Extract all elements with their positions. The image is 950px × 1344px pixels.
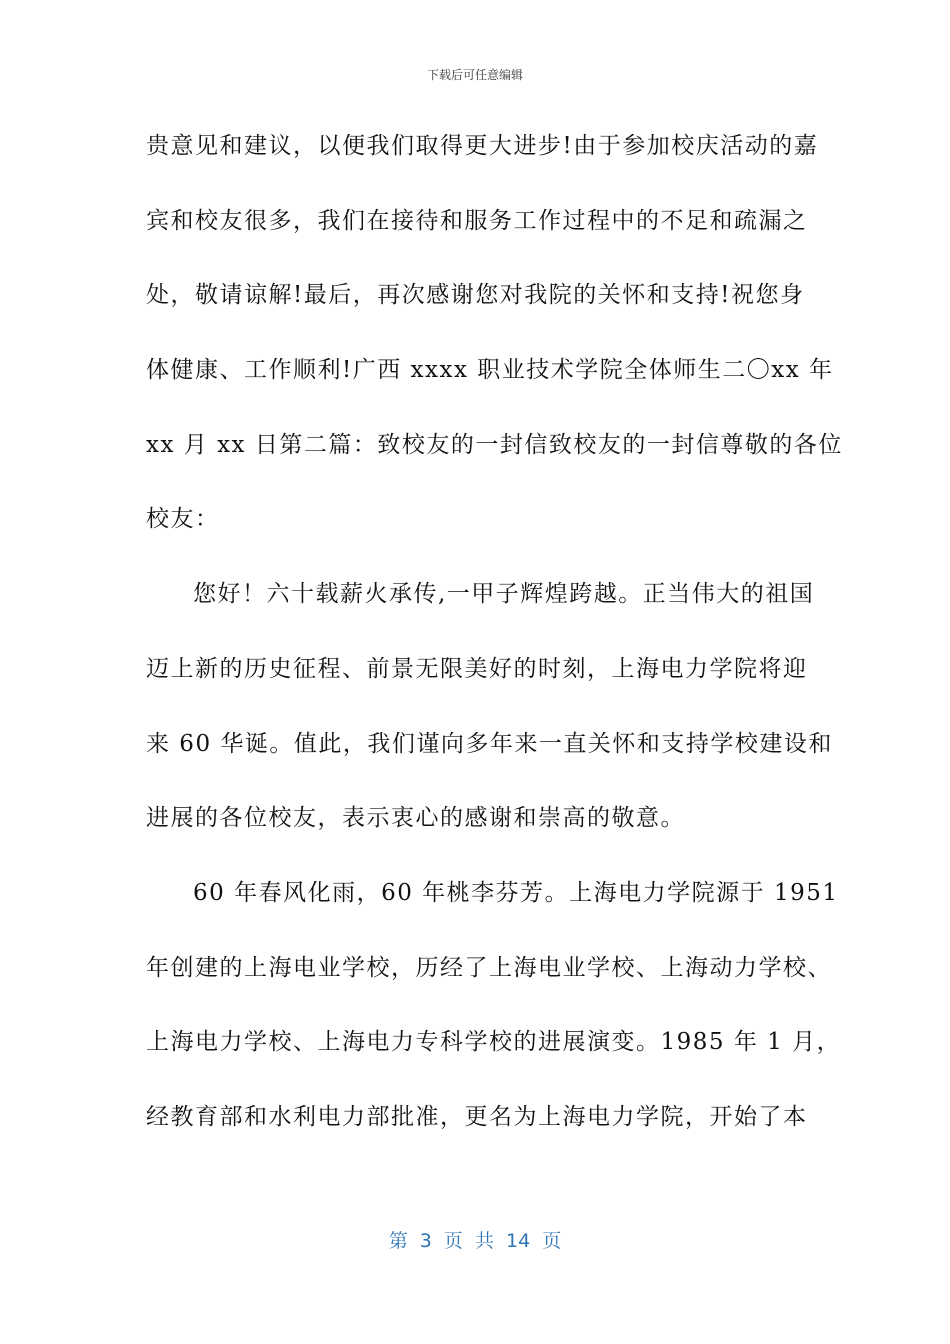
page-header: 下载后可任意编辑 — [426, 68, 523, 82]
document-body — [146, 124, 843, 1170]
page-footer: 第 3 页 共 14 页 — [388, 1230, 562, 1252]
text-line: xx 月 xx 日第二篇：致校友的一封信致校友的一封信尊敬的各位 — [146, 431, 843, 458]
text-line: 年创建的上海电业学校，历经了上海电业学校、上海动力学校、 — [146, 954, 832, 981]
paragraph-first-line: 您好！六十载薪火承传,一甲子辉煌跨越。正当伟大的祖国 — [193, 581, 815, 608]
text-line: 来 60 华诞。值此，我们谨向多年来一直关怀和支持学校建设和 — [146, 730, 833, 757]
text-line: 上海电力学校、上海电力专科学校的进展演变。1985 年 1 月， — [146, 1029, 842, 1056]
text-line: 体健康、工作顺利!广西 xxxx 职业技术学院全体师生二〇xx 年 — [146, 357, 834, 384]
text-line: 经教育部和水利电力部批准，更名为上海电力学院，开始了本 — [146, 1103, 808, 1130]
text-line: 处，敬请谅解!最后，再次感谢您对我院的关怀和支持!祝您身 — [146, 282, 805, 309]
text-line: 校友： — [146, 506, 220, 533]
text-line: 宾和校友很多，我们在接待和服务工作过程中的不足和疏漏之 — [146, 207, 808, 234]
text-line: 迈上新的历史征程、前景无限美好的时刻，上海电力学院将迎 — [146, 655, 808, 682]
text-line: 贵意见和建议，以便我们取得更大进步!由于参加校庆活动的嘉 — [146, 133, 819, 159]
text-line: 进展的各位校友，表示衷心的感谢和崇高的敬意。 — [146, 805, 685, 832]
paragraph-first-line: 60 年春风化雨，60 年桃李芬芳。上海电力学院源于 1951 — [193, 879, 839, 906]
